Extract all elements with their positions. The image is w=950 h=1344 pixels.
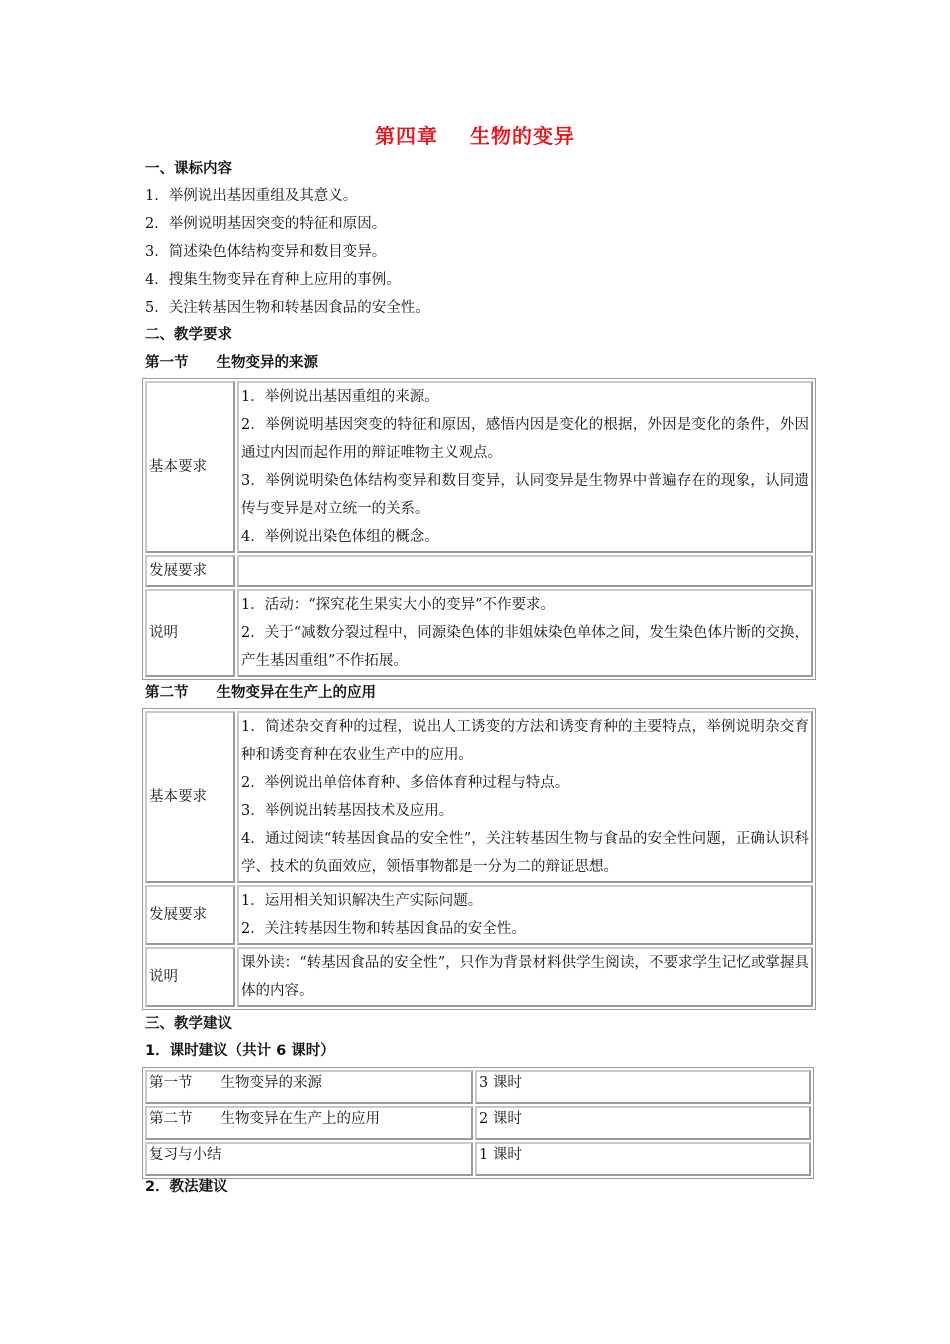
chapter-name: 生物的变异 [470,124,575,148]
note-content-cell [237,947,813,1007]
section-heading-requirements: 二、教学要求 [145,327,232,343]
part2-requirements-table [142,708,816,1010]
basic-label-cell: 基本要求 [145,711,235,883]
hours-value-cell: 1 课时 [475,1142,811,1176]
requirement-item: 3．举例说出转基因技术及应用。 [241,803,454,819]
note-item: 课外读：“转基因食品的安全性”，只作为背景材料供学生阅读，不要求学生记忆或掌握具体的内容。 [241,955,809,999]
requirement-item: 3．举例说明染色体结构变异和数目变异，认同变异是生物界中普遍存在的现象，认同遗传与变异是对立统一的关系。 [241,473,809,517]
standards-item: 4．搜集生物变异在育种上应用的事例。 [145,272,401,288]
basic-content-cell [237,711,813,883]
basic-content-cell [237,381,813,553]
table-row [145,381,813,553]
part1-name: 生物变异的来源 [216,355,318,371]
hours-table [142,1067,814,1179]
dev-label-cell: 发展要求 [145,555,235,587]
standards-item: 2．举例说明基因突变的特征和原因。 [145,216,387,232]
hours-section-name: 复习与小结 [149,1147,222,1163]
hours-value-cell: 2 课时 [475,1106,811,1140]
dev-content-cell [237,885,813,945]
table-row [145,947,813,1007]
standards-item: 5．关注转基因生物和转基因食品的安全性。 [145,300,430,316]
hours-section-name: 生物变异在生产上的应用 [220,1111,380,1127]
table-row [145,1070,811,1104]
requirement-item: 2．举例说明基因突变的特征和原因，感悟内因是变化的根据，外因是变化的条件，外因通过内因而起作用的辩证唯物主义观点。 [241,417,809,461]
section-heading-suggestions: 三、教学建议 [145,1016,232,1032]
requirement-item: 4．举例说出染色体组的概念。 [241,529,439,545]
hours-section-cell [145,1106,473,1140]
basic-label-cell: 基本要求 [145,381,235,553]
method-suggestion-heading: 2．教法建议 [145,1179,228,1195]
dev-item: 1．运用相关知识解决生产实际问题。 [241,893,483,909]
part2-name: 生物变异在生产上的应用 [216,685,376,701]
part2-label: 第二节 [145,685,189,701]
hours-section-label: 第二节 [149,1111,193,1127]
table-row [145,1106,811,1140]
hours-value-cell: 3 课时 [475,1070,811,1104]
hours-section-name: 生物变异的来源 [220,1075,322,1091]
standards-item: 1．举例说出基因重组及其意义。 [145,188,358,204]
section-heading-standards: 一、课标内容 [145,161,232,177]
part1-heading [145,351,318,372]
part1-requirements-table [142,378,816,680]
part2-heading [145,681,376,702]
dev-label-cell: 发展要求 [145,885,235,945]
hours-section-cell [145,1142,473,1176]
note-item: 1．活动：“探究花生果实大小的变异”不作要求。 [241,597,556,613]
part1-label: 第一节 [145,355,189,371]
requirement-item: 1．举例说出基因重组的来源。 [241,389,439,405]
note-content-cell [237,589,813,677]
hours-section-cell [145,1070,473,1104]
table-row [145,555,813,587]
chapter-number: 第四章 [375,124,438,148]
requirement-item: 1．简述杂交育种的过程，说出人工诱变的方法和诱变育种的主要特点，举例说明杂交育种和诱变育种在农业生产中的应用。 [241,719,809,763]
requirement-item: 4．通过阅读“转基因食品的安全性”，关注转基因生物与食品的安全性问题，正确认识科学、技术的负面效应，领悟事物都是一分为二的辩证思想。 [241,831,809,875]
dev-item: 2．关注转基因生物和转基因食品的安全性。 [241,921,526,937]
hours-section-label: 第一节 [149,1075,193,1091]
table-row [145,1142,811,1176]
table-row [145,589,813,677]
standards-item: 3．简述染色体结构变异和数目变异。 [145,244,387,260]
requirement-item: 2．举例说出单倍体育种、多倍体育种过程与特点。 [241,775,570,791]
note-item: 2．关于“减数分裂过程中，同源染色体的非姐妹染色单体之间，发生染色体片断的交换，产生基因重组”不作拓展。 [241,625,809,669]
note-label-cell: 说明 [145,589,235,677]
note-label-cell: 说明 [145,947,235,1007]
hours-suggestion-heading: 1．课时建议（共计 6 课时） [145,1043,335,1059]
table-row [145,711,813,883]
table-row [145,885,813,945]
dev-content-cell [237,555,813,587]
chapter-title [0,120,950,149]
